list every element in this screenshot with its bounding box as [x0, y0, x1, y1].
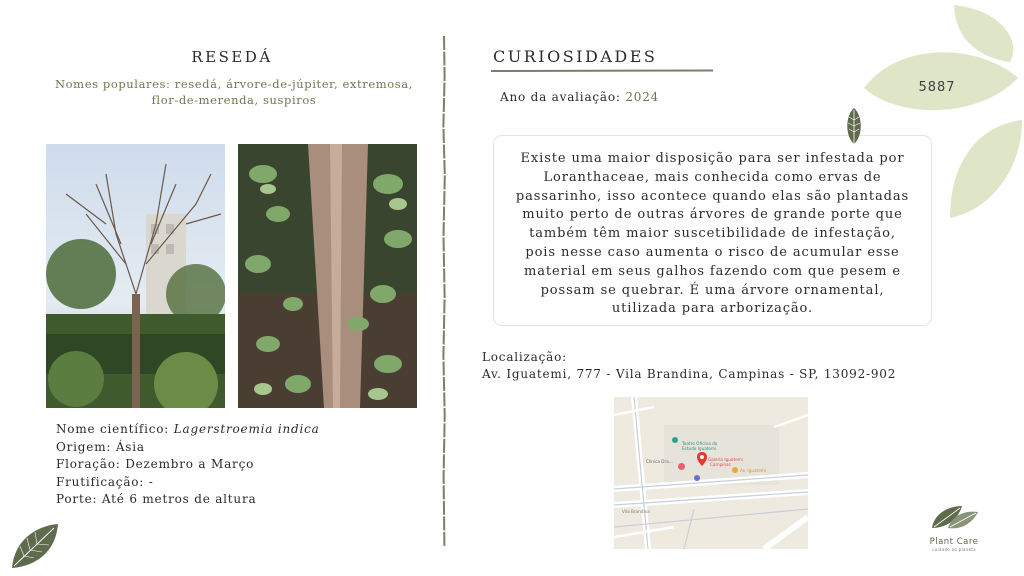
leaf-icon [845, 108, 863, 148]
curiosity-line: material em seus galhos fazendo com que pesem e [523, 263, 901, 279]
evaluation-year-label: Ano da avaliação: [500, 90, 626, 104]
popular-names-line-1: Nomes populares: resedá, árvore-de-júpiter, extremosa, [55, 77, 413, 91]
tree-photo [46, 144, 225, 408]
curiosity-line: pois nesse caso aumenta o risco de acumular esse [525, 244, 900, 260]
location-label: Localização: [482, 350, 567, 364]
scientific-name-label: Nome científico: [56, 422, 174, 436]
location-address: Av. Iguatemi, 777 - Vila Brandina, Campinas - SP, 13092-902 [482, 367, 897, 381]
trunk-photo [238, 144, 417, 408]
popular-names [34, 76, 434, 108]
decorative-leaves-icon [850, 0, 1024, 230]
column-divider [440, 36, 448, 546]
scientific-name-line [56, 421, 320, 439]
map-label: Teatro Oficina do [682, 441, 718, 446]
curiosity-line: muito perto de outras árvores de grande porte que [522, 207, 903, 223]
leaf-icon [10, 522, 60, 570]
map-label: Campinas [710, 462, 731, 467]
map-label: Estudo Iguatemi [682, 446, 717, 451]
curiosity-line: também têm maior suscetibilidade de infestação, [529, 226, 896, 242]
scientific-name: Lagerstroemia indica [173, 422, 320, 436]
evaluation-year [500, 90, 659, 104]
curiosity-line: Loranthaceae, mais conhecida como ervas de [543, 169, 882, 185]
fruiting: Frutificação: - [56, 474, 154, 489]
map-poi-icon [672, 437, 678, 443]
popular-names-line-2: flor-de-merenda, suspiros [151, 93, 317, 107]
map-poi-icon [732, 467, 738, 473]
curiosity-line: utilizada para arborização. [611, 301, 814, 317]
curiosity-line: Existe uma maior disposição para ser infestada por [520, 151, 905, 166]
plant-title: RESEDÁ [191, 48, 273, 66]
map-label: Av. Iguatemi [740, 468, 767, 473]
map-label: Galeria Iguatemi [708, 457, 743, 462]
logo-icon [928, 502, 980, 532]
plant-number-badge: 5887 [918, 80, 956, 95]
flowering: Floração: Dezembro a Março [56, 457, 255, 471]
map-poi-icon [694, 475, 700, 481]
evaluation-year-value: 2024 [625, 90, 660, 104]
logo-name: Plant Care [929, 537, 979, 547]
map-pin-icon [697, 452, 707, 466]
logo-tagline: cuidado ao planeta [932, 547, 976, 552]
size: Porte: Até 6 metros de altura [56, 492, 257, 506]
map-poi-icon [678, 463, 685, 470]
origin: Origem: Ásia [56, 439, 145, 454]
title-underline [491, 67, 713, 75]
plant-facts [56, 421, 320, 509]
map-label: Vila Brandina [622, 509, 650, 514]
brand-logo [918, 502, 990, 552]
curiosities-title: CURIOSIDADES [493, 47, 658, 66]
location-map[interactable] [614, 397, 808, 549]
curiosity-line: possam se quebrar. É uma árvore ornamental, [540, 282, 885, 298]
curiosity-line: passarinho, isso acontece quando elas são plantadas [515, 188, 910, 204]
map-label: Clínica Dra... [646, 459, 673, 464]
